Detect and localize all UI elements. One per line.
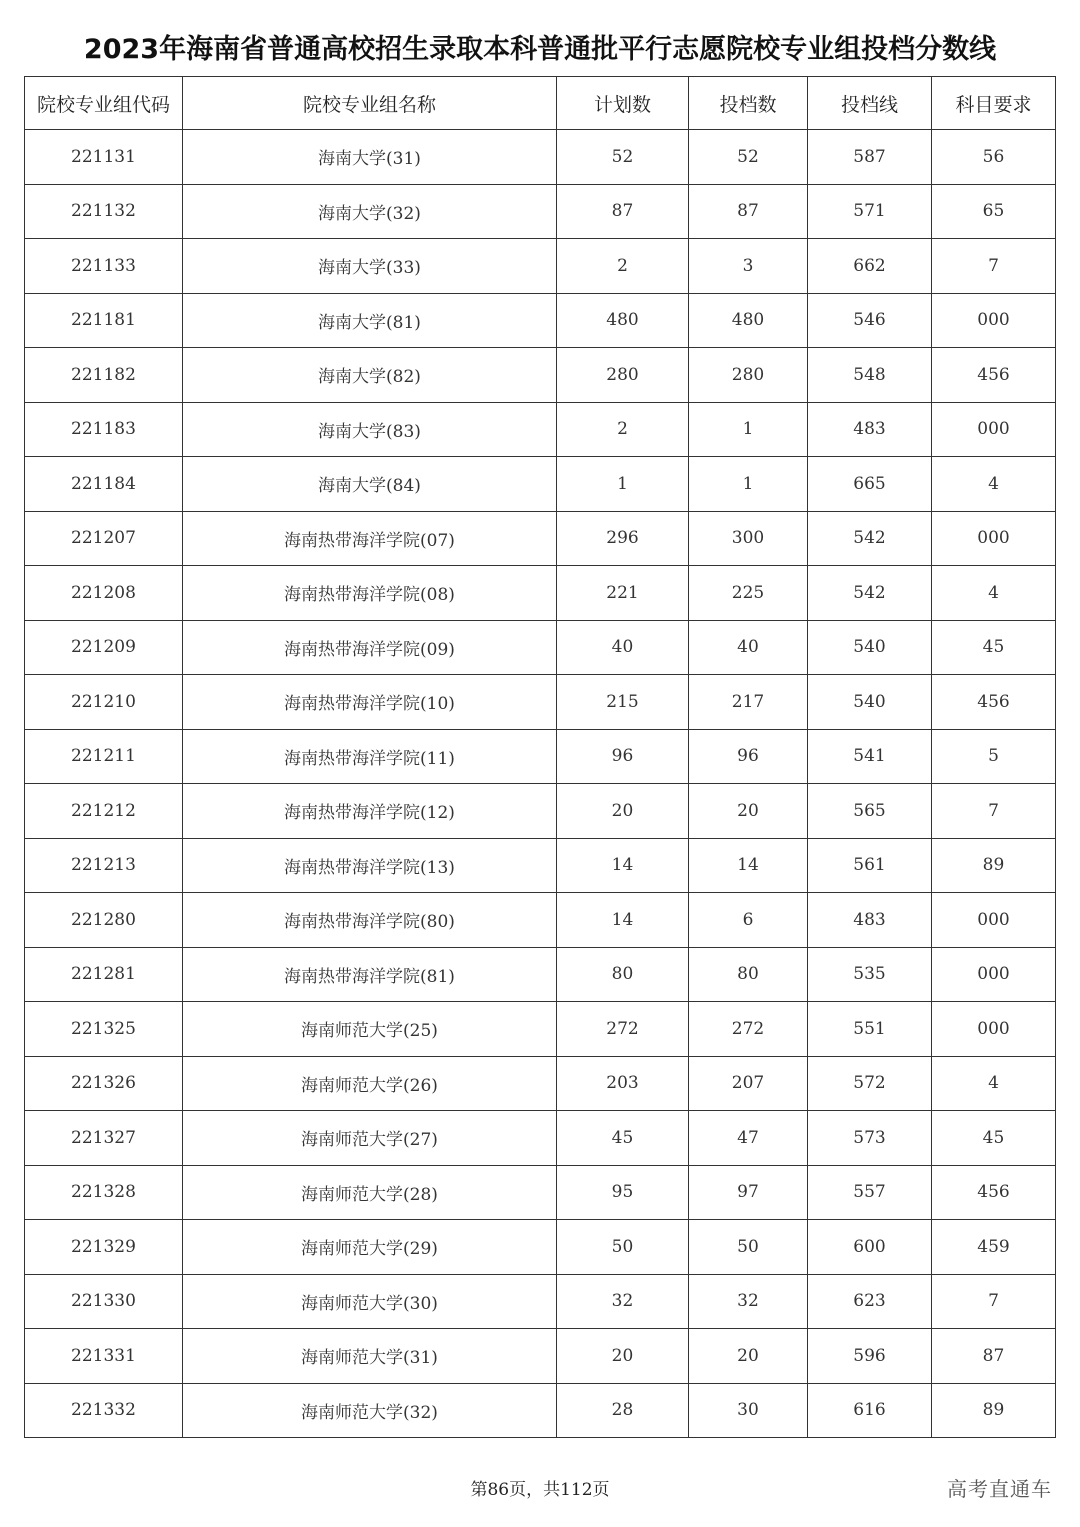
- column-header-code: 院校专业组代码: [25, 77, 183, 130]
- cell-subject-req: 7: [932, 784, 1056, 839]
- cell-plan: 296: [557, 511, 689, 566]
- cell-code: 221325: [25, 1002, 183, 1057]
- cell-score-line: 551: [808, 1002, 932, 1057]
- cell-score-line: 573: [808, 1111, 932, 1166]
- cell-plan: 203: [557, 1056, 689, 1111]
- column-header-name: 院校专业组名称: [183, 77, 557, 130]
- cell-code: 221327: [25, 1111, 183, 1166]
- cell-name: 海南师范大学(32): [183, 1383, 557, 1438]
- cell-score-line: 483: [808, 893, 932, 948]
- table-row: [25, 1220, 1056, 1275]
- cell-code: 221208: [25, 566, 183, 621]
- table-row: [25, 1165, 1056, 1220]
- cell-name: 海南师范大学(25): [183, 1002, 557, 1057]
- cell-score-line: 565: [808, 784, 932, 839]
- cell-score-line: 623: [808, 1274, 932, 1329]
- cell-subject-req: 65: [932, 184, 1056, 239]
- table-row: [25, 620, 1056, 675]
- cell-plan: 28: [557, 1383, 689, 1438]
- cell-code: 221330: [25, 1274, 183, 1329]
- cell-admitted: 3: [689, 239, 808, 294]
- table-row: [25, 838, 1056, 893]
- table-row: [25, 566, 1056, 621]
- cell-plan: 20: [557, 784, 689, 839]
- cell-admitted: 217: [689, 675, 808, 730]
- cell-score-line: 596: [808, 1329, 932, 1384]
- cell-subject-req: 7: [932, 239, 1056, 294]
- cell-admitted: 272: [689, 1002, 808, 1057]
- cell-code: 221280: [25, 893, 183, 948]
- cell-code: 221183: [25, 402, 183, 457]
- table-row: [25, 784, 1056, 839]
- cell-plan: 40: [557, 620, 689, 675]
- table-row: [25, 675, 1056, 730]
- cell-code: 221213: [25, 838, 183, 893]
- column-header-admitted: 投档数: [689, 77, 808, 130]
- column-header-subject-req: 科目要求: [932, 77, 1056, 130]
- cell-plan: 52: [557, 130, 689, 185]
- cell-code: 221184: [25, 457, 183, 512]
- table-row: [25, 947, 1056, 1002]
- cell-admitted: 50: [689, 1220, 808, 1275]
- cell-plan: 20: [557, 1329, 689, 1384]
- cell-code: 221182: [25, 348, 183, 403]
- cell-score-line: 542: [808, 566, 932, 621]
- cell-subject-req: 456: [932, 675, 1056, 730]
- cell-admitted: 32: [689, 1274, 808, 1329]
- cell-score-line: 571: [808, 184, 932, 239]
- cell-subject-req: 4: [932, 457, 1056, 512]
- score-table: [24, 76, 1056, 1438]
- cell-code: 221212: [25, 784, 183, 839]
- cell-name: 海南师范大学(29): [183, 1220, 557, 1275]
- cell-subject-req: 4: [932, 566, 1056, 621]
- cell-name: 海南热带海洋学院(80): [183, 893, 557, 948]
- table-row: [25, 1111, 1056, 1166]
- cell-subject-req: 000: [932, 893, 1056, 948]
- cell-admitted: 14: [689, 838, 808, 893]
- cell-score-line: 665: [808, 457, 932, 512]
- cell-name: 海南大学(82): [183, 348, 557, 403]
- cell-subject-req: 456: [932, 348, 1056, 403]
- cell-name: 海南大学(31): [183, 130, 557, 185]
- table-row: [25, 1274, 1056, 1329]
- table-row: [25, 511, 1056, 566]
- cell-plan: 480: [557, 293, 689, 348]
- cell-name: 海南大学(84): [183, 457, 557, 512]
- cell-subject-req: 4: [932, 1056, 1056, 1111]
- cell-code: 221133: [25, 239, 183, 294]
- cell-score-line: 662: [808, 239, 932, 294]
- cell-name: 海南大学(83): [183, 402, 557, 457]
- cell-plan: 50: [557, 1220, 689, 1275]
- cell-admitted: 300: [689, 511, 808, 566]
- cell-admitted: 20: [689, 784, 808, 839]
- table-row: [25, 293, 1056, 348]
- cell-subject-req: 456: [932, 1165, 1056, 1220]
- watermark-brand: 高考直通车: [947, 1477, 1052, 1501]
- cell-admitted: 80: [689, 947, 808, 1002]
- cell-plan: 272: [557, 1002, 689, 1057]
- cell-score-line: 540: [808, 675, 932, 730]
- table-row: [25, 184, 1056, 239]
- cell-name: 海南热带海洋学院(09): [183, 620, 557, 675]
- cell-code: 221132: [25, 184, 183, 239]
- cell-code: 221331: [25, 1329, 183, 1384]
- cell-plan: 1: [557, 457, 689, 512]
- cell-plan: 2: [557, 239, 689, 294]
- cell-admitted: 30: [689, 1383, 808, 1438]
- cell-code: 221207: [25, 511, 183, 566]
- cell-admitted: 40: [689, 620, 808, 675]
- cell-name: 海南热带海洋学院(08): [183, 566, 557, 621]
- cell-subject-req: 56: [932, 130, 1056, 185]
- cell-subject-req: 5: [932, 729, 1056, 784]
- cell-score-line: 561: [808, 838, 932, 893]
- cell-subject-req: 459: [932, 1220, 1056, 1275]
- cell-subject-req: 45: [932, 1111, 1056, 1166]
- cell-admitted: 96: [689, 729, 808, 784]
- cell-subject-req: 000: [932, 293, 1056, 348]
- table-row: [25, 457, 1056, 512]
- cell-name: 海南热带海洋学院(11): [183, 729, 557, 784]
- cell-code: 221210: [25, 675, 183, 730]
- cell-subject-req: 000: [932, 511, 1056, 566]
- cell-admitted: 6: [689, 893, 808, 948]
- cell-code: 221209: [25, 620, 183, 675]
- cell-name: 海南大学(33): [183, 239, 557, 294]
- table-row: [25, 729, 1056, 784]
- cell-name: 海南大学(32): [183, 184, 557, 239]
- table-row: [25, 402, 1056, 457]
- cell-admitted: 225: [689, 566, 808, 621]
- cell-subject-req: 000: [932, 1002, 1056, 1057]
- table-row: [25, 1383, 1056, 1438]
- cell-name: 海南热带海洋学院(12): [183, 784, 557, 839]
- cell-admitted: 280: [689, 348, 808, 403]
- cell-admitted: 20: [689, 1329, 808, 1384]
- cell-name: 海南师范大学(30): [183, 1274, 557, 1329]
- cell-name: 海南热带海洋学院(13): [183, 838, 557, 893]
- cell-plan: 45: [557, 1111, 689, 1166]
- cell-plan: 215: [557, 675, 689, 730]
- table-header-row: [25, 77, 1056, 130]
- cell-plan: 2: [557, 402, 689, 457]
- cell-score-line: 483: [808, 402, 932, 457]
- cell-score-line: 557: [808, 1165, 932, 1220]
- cell-admitted: 97: [689, 1165, 808, 1220]
- cell-score-line: 542: [808, 511, 932, 566]
- cell-name: 海南师范大学(27): [183, 1111, 557, 1166]
- cell-score-line: 572: [808, 1056, 932, 1111]
- cell-name: 海南热带海洋学院(81): [183, 947, 557, 1002]
- cell-plan: 280: [557, 348, 689, 403]
- cell-code: 221332: [25, 1383, 183, 1438]
- cell-admitted: 87: [689, 184, 808, 239]
- page-number: 第86页，共112页: [470, 1480, 610, 1500]
- cell-plan: 14: [557, 838, 689, 893]
- cell-score-line: 535: [808, 947, 932, 1002]
- cell-code: 221131: [25, 130, 183, 185]
- table-body: [25, 130, 1056, 1438]
- cell-subject-req: 45: [932, 620, 1056, 675]
- cell-admitted: 1: [689, 402, 808, 457]
- cell-admitted: 47: [689, 1111, 808, 1166]
- cell-name: 海南大学(81): [183, 293, 557, 348]
- cell-plan: 32: [557, 1274, 689, 1329]
- table-row: [25, 130, 1056, 185]
- page-title: 2023年海南省普通高校招生录取本科普通批平行志愿院校专业组投档分数线: [83, 34, 997, 65]
- cell-plan: 221: [557, 566, 689, 621]
- cell-subject-req: 000: [932, 402, 1056, 457]
- cell-name: 海南热带海洋学院(10): [183, 675, 557, 730]
- cell-plan: 80: [557, 947, 689, 1002]
- cell-code: 221328: [25, 1165, 183, 1220]
- cell-name: 海南师范大学(31): [183, 1329, 557, 1384]
- cell-score-line: 616: [808, 1383, 932, 1438]
- cell-subject-req: 89: [932, 838, 1056, 893]
- column-header-plan: 计划数: [557, 77, 689, 130]
- table-row: [25, 1329, 1056, 1384]
- cell-subject-req: 000: [932, 947, 1056, 1002]
- cell-name: 海南师范大学(28): [183, 1165, 557, 1220]
- cell-code: 221326: [25, 1056, 183, 1111]
- cell-plan: 14: [557, 893, 689, 948]
- table-row: [25, 1002, 1056, 1057]
- cell-subject-req: 87: [932, 1329, 1056, 1384]
- cell-score-line: 541: [808, 729, 932, 784]
- cell-admitted: 1: [689, 457, 808, 512]
- cell-code: 221329: [25, 1220, 183, 1275]
- cell-admitted: 207: [689, 1056, 808, 1111]
- cell-score-line: 546: [808, 293, 932, 348]
- cell-name: 海南热带海洋学院(07): [183, 511, 557, 566]
- cell-subject-req: 89: [932, 1383, 1056, 1438]
- cell-code: 221281: [25, 947, 183, 1002]
- table-row: [25, 348, 1056, 403]
- cell-score-line: 600: [808, 1220, 932, 1275]
- table-row: [25, 239, 1056, 294]
- table-row: [25, 1056, 1056, 1111]
- cell-score-line: 587: [808, 130, 932, 185]
- cell-plan: 95: [557, 1165, 689, 1220]
- cell-plan: 87: [557, 184, 689, 239]
- cell-score-line: 548: [808, 348, 932, 403]
- table-row: [25, 893, 1056, 948]
- cell-admitted: 52: [689, 130, 808, 185]
- cell-plan: 96: [557, 729, 689, 784]
- cell-code: 221211: [25, 729, 183, 784]
- cell-subject-req: 7: [932, 1274, 1056, 1329]
- cell-admitted: 480: [689, 293, 808, 348]
- cell-name: 海南师范大学(26): [183, 1056, 557, 1111]
- column-header-score-line: 投档线: [808, 77, 932, 130]
- cell-score-line: 540: [808, 620, 932, 675]
- cell-code: 221181: [25, 293, 183, 348]
